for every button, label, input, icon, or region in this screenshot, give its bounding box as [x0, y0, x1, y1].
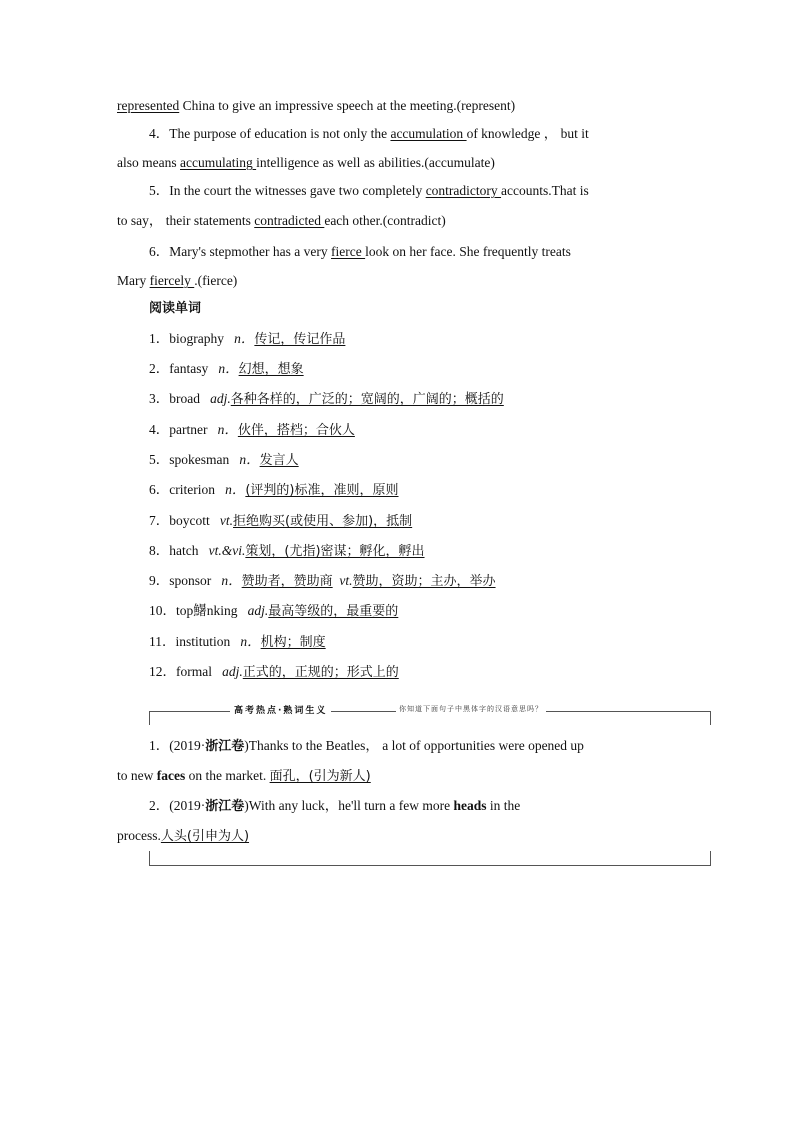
sentence-3-cont: represented China to give an impressive speech at the meeting.(represent) — [117, 98, 516, 113]
vocab-item: 1．biography n．传记，传记作品 — [149, 331, 346, 347]
answer-accumulating: accumulating — [180, 155, 257, 170]
sentence-5: 5．In the court the witnesses gave two completely contradictory accounts.That is — [149, 183, 589, 198]
answer-faces: 面孔，(引为新人) — [269, 769, 371, 784]
answer-fierce: fierce — [331, 244, 366, 259]
box-bottom-right-corner — [710, 851, 711, 865]
sentence-6: 6．Mary's stepmother has a very fierce look on her face. She frequently treats — [149, 244, 571, 259]
sentence-4-cont: also means accumulating intelligence as well as abilities.(accumulate) — [117, 155, 495, 170]
vocab-item: 11．institution n．机构；制度 — [149, 634, 326, 650]
answer-represented: represented — [117, 98, 180, 113]
answer-heads: 人头(引申为人) — [160, 829, 250, 844]
answer-fiercely: fiercely — [149, 273, 195, 288]
box-label: 高考热点·熟词生义 — [230, 703, 331, 716]
answer-contradicted: contradicted — [254, 213, 325, 228]
sentence-6-cont: Mary fiercely .(fierce) — [117, 273, 238, 288]
box-question-2-cont: process.人头(引申为人) — [117, 828, 250, 844]
vocab-item: 12．formal adj.正式的，正规的；形式上的 — [149, 664, 399, 680]
vocab-item: 4．partner n．伙伴，搭档；合伙人 — [149, 422, 355, 438]
vocab-item: 10．top鱪nking adj.最高等级的，最重要的 — [149, 603, 399, 619]
vocab-item: 9．sponsor n．赞助者，赞助商 vt.赞助，资助；主办，举办 — [149, 573, 496, 589]
vocab-item: 3．broad adj.各种各样的，广泛的；宽阔的，广阔的；概括的 — [149, 391, 504, 407]
vocab-item: 2．fantasy n．幻想，想象 — [149, 361, 304, 377]
answer-accumulation: accumulation — [390, 126, 467, 141]
box-question-1-cont: to new faces on the market. 面孔，(引为新人) — [117, 768, 371, 784]
sentence-4: 4．The purpose of education is not only the accumulation of knowledge ， but it — [149, 126, 589, 141]
box-top-right-corner — [710, 711, 711, 725]
box-bottom-border — [149, 865, 711, 866]
vocab-item: 8．hatch vt.&vi.策划，(尤指)密谋；孵化，孵出 — [149, 543, 425, 559]
box-top-left-corner — [149, 711, 150, 725]
box-question-2: 2．(2019·浙江卷)With any luck，he'll turn a few more heads in the — [149, 798, 521, 814]
answer-contradictory: contradictory — [425, 183, 502, 198]
box-bottom-left-corner — [149, 851, 150, 865]
vocab-item: 7．boycott vt.拒绝购买(或使用、参加)，抵制 — [149, 513, 413, 529]
sentence-5-cont: to say， their statements contradicted each other.(contradict) — [117, 213, 446, 228]
vocab-item: 6．criterion n．(评判的)标准，准则，原则 — [149, 482, 399, 498]
vocab-item: 5．spokesman n．发言人 — [149, 452, 299, 468]
reading-words-heading: 阅读单词 — [149, 301, 202, 316]
box-question-1: 1．(2019·浙江卷)Thanks to the Beatles， a lot of opportunities were opened up — [149, 738, 584, 754]
box-hint: 你知道下面句子中黑体字的汉语意思吗？ — [396, 704, 546, 714]
